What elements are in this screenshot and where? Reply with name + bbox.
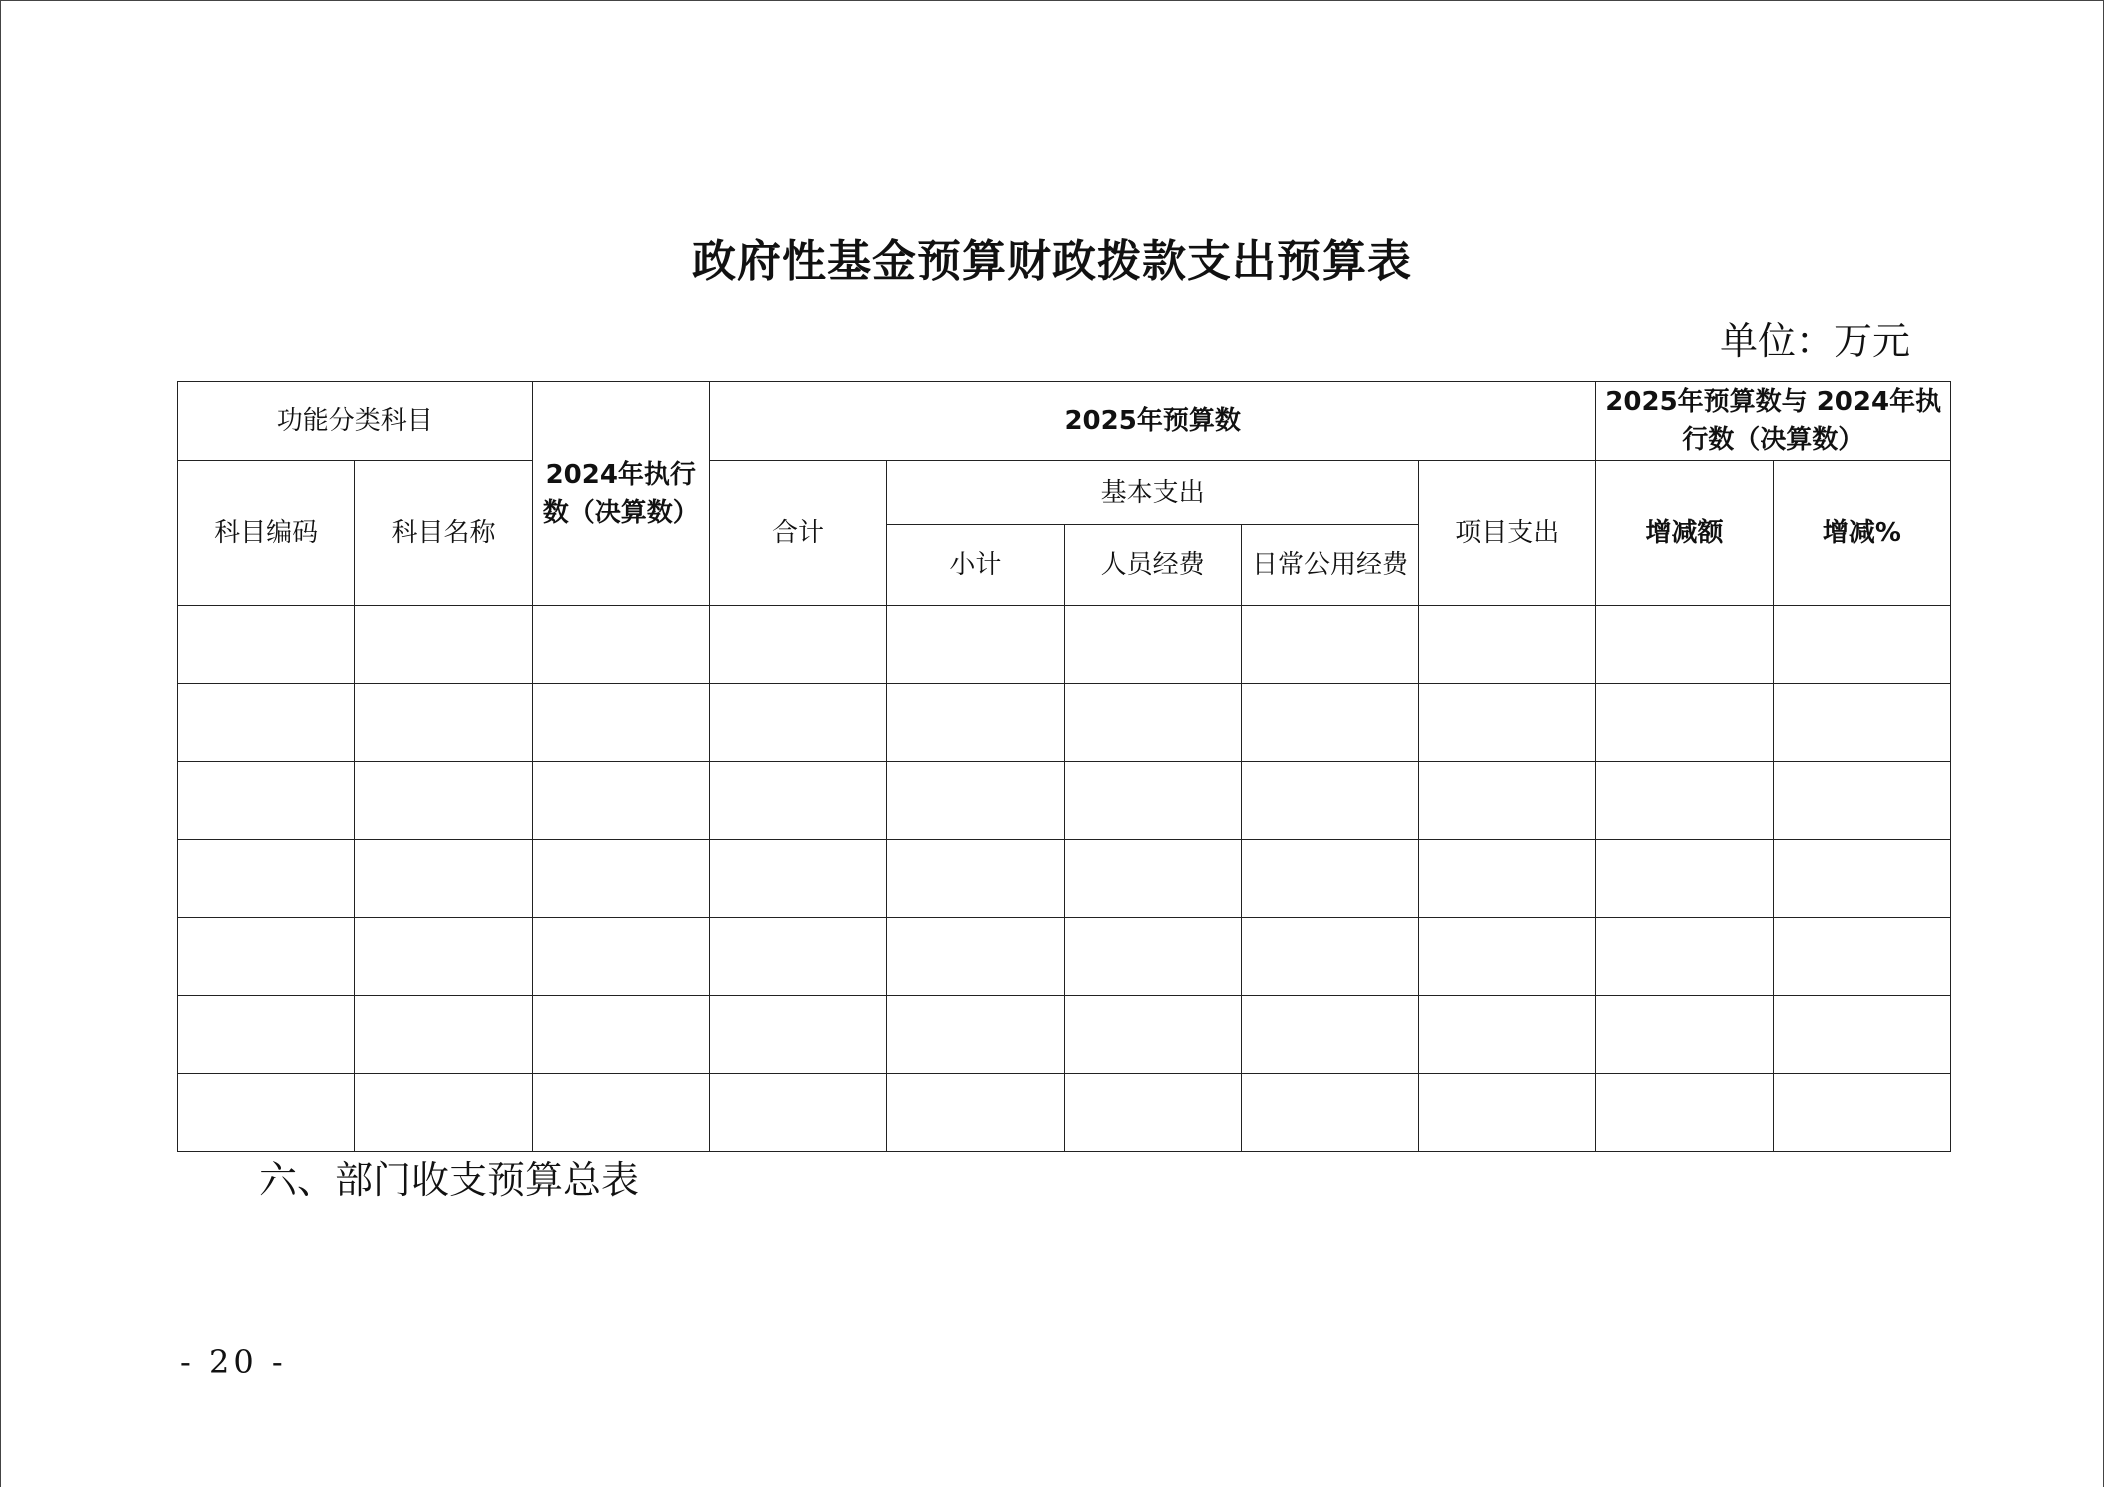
table-cell <box>1419 1074 1596 1152</box>
table-cell <box>887 684 1064 762</box>
table-cell <box>178 996 355 1074</box>
table-cell <box>532 918 709 996</box>
table-cell <box>178 762 355 840</box>
table-cell <box>178 1074 355 1152</box>
table-cell <box>1773 684 1950 762</box>
table-cell <box>1064 606 1241 684</box>
table-cell <box>532 606 709 684</box>
table-cell <box>1241 1074 1418 1152</box>
table-cell <box>1419 606 1596 684</box>
table-cell <box>709 918 886 996</box>
header-personnel: 人员经费 <box>1064 525 1241 606</box>
unit-label: 单位：万元 <box>1719 319 1910 363</box>
table-row <box>178 918 1951 996</box>
table-cell <box>1419 684 1596 762</box>
table-cell <box>1596 840 1773 918</box>
table-cell <box>532 762 709 840</box>
header-total: 合计 <box>709 461 886 606</box>
table-cell <box>1419 918 1596 996</box>
header-subject-code: 科目编码 <box>178 461 355 606</box>
table-cell <box>1064 996 1241 1074</box>
table-cell <box>532 684 709 762</box>
table-cell <box>1419 840 1596 918</box>
table-cell <box>1596 1074 1773 1152</box>
table-cell <box>355 762 532 840</box>
header-functional-category: 功能分类科目 <box>178 382 533 461</box>
table-cell <box>887 996 1064 1074</box>
table-cell <box>1241 918 1418 996</box>
table-row <box>178 1074 1951 1152</box>
table-cell <box>1773 762 1950 840</box>
table-cell <box>1241 684 1418 762</box>
table-cell <box>1596 606 1773 684</box>
header-public-expense: 日常公用经费 <box>1241 525 1418 606</box>
table-cell <box>1773 996 1950 1074</box>
header-subtotal: 小计 <box>887 525 1064 606</box>
table-cell <box>1773 1074 1950 1152</box>
table-cell <box>709 1074 886 1152</box>
table-cell <box>887 606 1064 684</box>
table-cell <box>1596 918 1773 996</box>
table-cell <box>709 606 886 684</box>
table-row <box>178 996 1951 1074</box>
table-cell <box>178 606 355 684</box>
table-cell <box>1596 996 1773 1074</box>
header-subject-name: 科目名称 <box>355 461 532 606</box>
table-cell <box>1064 918 1241 996</box>
header-row-1 <box>178 382 1951 461</box>
table-cell <box>355 606 532 684</box>
table-cell <box>709 762 886 840</box>
table-cell <box>1596 762 1773 840</box>
table-cell <box>1241 996 1418 1074</box>
table-cell <box>1773 840 1950 918</box>
table-cell <box>887 918 1064 996</box>
header-change-group: 2025年预算数与 2024年执行数（决算数） <box>1596 382 1951 461</box>
table-cell <box>1241 762 1418 840</box>
table-cell <box>355 996 532 1074</box>
table-row <box>178 606 1951 684</box>
table-cell <box>1064 684 1241 762</box>
table-cell <box>1596 684 1773 762</box>
table-cell <box>178 684 355 762</box>
table-cell <box>178 918 355 996</box>
table-cell <box>1419 762 1596 840</box>
table-cell <box>1419 996 1596 1074</box>
table-cell <box>887 840 1064 918</box>
budget-table <box>177 381 1951 1152</box>
table-cell <box>709 684 886 762</box>
document-title: 政府性基金预算财政拨款支出预算表 <box>692 236 1412 287</box>
page-number: - 20 - <box>180 1343 287 1381</box>
header-exec-2024: 2024年执行数（决算数） <box>532 382 709 606</box>
table-cell <box>887 762 1064 840</box>
table-cell <box>1773 918 1950 996</box>
table-row <box>178 684 1951 762</box>
header-basic-expense: 基本支出 <box>887 461 1419 525</box>
header-change-amount: 增减额 <box>1596 461 1773 606</box>
table-cell <box>532 840 709 918</box>
table-cell <box>355 684 532 762</box>
table-cell <box>355 918 532 996</box>
header-budget-2025: 2025年预算数 <box>709 382 1595 461</box>
table-cell <box>1241 606 1418 684</box>
table-cell <box>887 1074 1064 1152</box>
table-cell <box>1773 606 1950 684</box>
header-project-expense: 项目支出 <box>1419 461 1596 606</box>
table-cell <box>1064 762 1241 840</box>
table-cell <box>355 840 532 918</box>
table-cell <box>709 996 886 1074</box>
table-cell <box>709 840 886 918</box>
table-cell <box>532 1074 709 1152</box>
table-cell <box>1064 1074 1241 1152</box>
table-cell <box>1064 840 1241 918</box>
table-row <box>178 840 1951 918</box>
table-cell <box>1241 840 1418 918</box>
header-change-pct: 增减% <box>1773 461 1950 606</box>
table-row <box>178 762 1951 840</box>
table-cell <box>355 1074 532 1152</box>
table-cell <box>532 996 709 1074</box>
table-cell <box>178 840 355 918</box>
section-heading: 六、部门收支预算总表 <box>259 1158 640 1202</box>
header-row-2 <box>178 461 1951 525</box>
